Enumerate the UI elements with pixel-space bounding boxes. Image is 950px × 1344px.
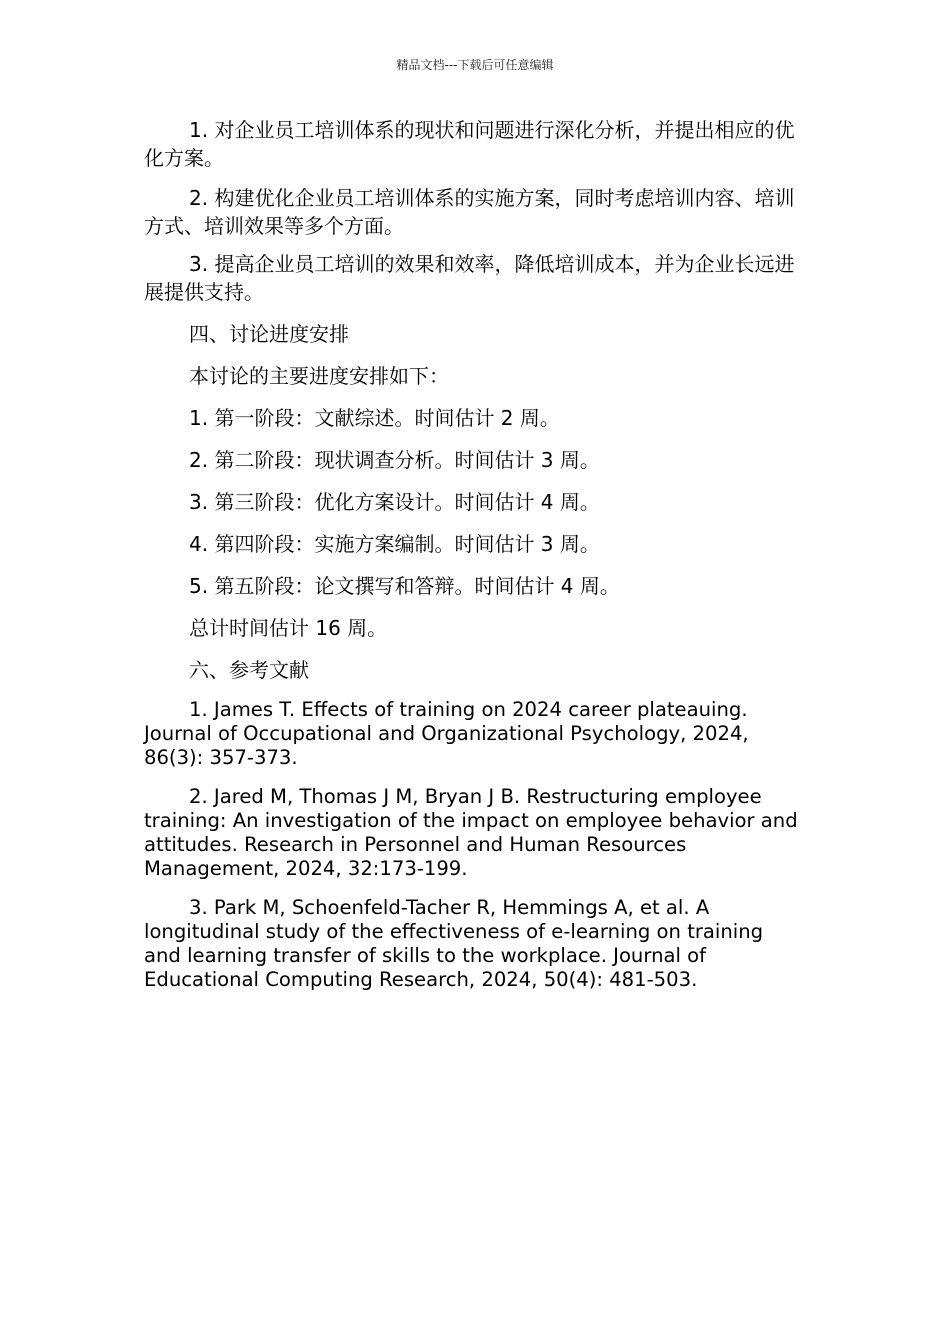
- schedule-stage: 5. 第五阶段：论文撰写和答辩。时间估计 4 周。: [189, 574, 620, 598]
- schedule-stage: 4. 第四阶段：实施方案编制。时间估计 3 周。: [189, 532, 600, 556]
- reference-item: 3. Park M, Schoenfeld-Tacher R, Hemmings A, et al. A longitudinal study of the effectiveness of e-learning on training and learning transfer of skills to the workplace. Journal of Educational Computing Research, 2024, 50(4): 481-503.: [144, 896, 764, 991]
- page-header: 精品文档---下载后可任意编辑: [396, 58, 554, 72]
- schedule-intro: 本讨论的主要进度安排如下：: [189, 364, 449, 388]
- section-heading-schedule: 四、讨论进度安排: [189, 322, 349, 346]
- reference-item: 1. James T. Effects of training on 2024 career plateauing. Journal of Occupational and Organizational Psychology, 2024, 86(3): 357-373.: [144, 698, 749, 769]
- schedule-stage: 3. 第三阶段：优化方案设计。时间估计 4 周。: [189, 490, 600, 514]
- objective-item: 2. 构建优化企业员工培训体系的实施方案，同时考虑培训内容、培训方式、培训效果等多个方面。: [144, 186, 795, 238]
- document-body: [144, 116, 804, 1007]
- schedule-stage: 1. 第一阶段：文献综述。时间估计 2 周。: [189, 406, 560, 430]
- section-heading-references: 六、参考文献: [189, 658, 309, 682]
- objective-item: 3. 提高企业员工培训的效果和效率，降低培训成本，并为企业长远进展提供支持。: [144, 252, 795, 304]
- schedule-stage: 2. 第二阶段：现状调查分析。时间估计 3 周。: [189, 448, 600, 472]
- reference-item: 2. Jared M, Thomas J M, Bryan J B. Restructuring employee training: An investigation of the impact on employee behavior and attitudes. Research in Personnel and Human Resources Management, 2024, 32:173-199.: [144, 785, 798, 880]
- objective-item: 1. 对企业员工培训体系的现状和问题进行深化分析，并提出相应的优化方案。: [144, 118, 795, 170]
- schedule-total: 总计时间估计 16 周。: [189, 616, 388, 640]
